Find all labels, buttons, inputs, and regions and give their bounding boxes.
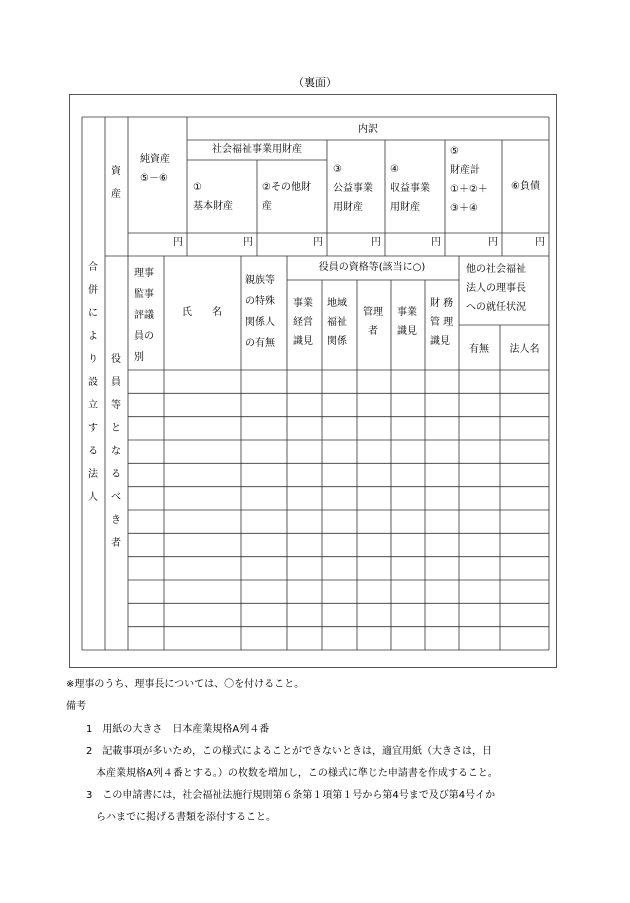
biz-mgmt-header: 事業 経営 識見 bbox=[293, 298, 313, 347]
yen-unit-other: 円 bbox=[313, 237, 323, 248]
assets-label-char: 資 bbox=[111, 166, 121, 177]
regional-welfare-header: 地域 福祉 関係 bbox=[327, 298, 347, 347]
side-label-char: に bbox=[88, 308, 98, 319]
officers-label-char: き bbox=[111, 515, 121, 526]
name-header: 氏 名 bbox=[182, 307, 222, 318]
social-welfare-property-header: 社会福祉事業用財産 bbox=[212, 144, 302, 155]
presence-header: 有無 bbox=[469, 344, 489, 355]
assets-label bbox=[108, 160, 124, 206]
corp-name-header: 法人名 bbox=[509, 344, 540, 355]
side-label-char: す bbox=[88, 423, 98, 434]
finance-header: 財 務 管 理 識見 bbox=[430, 298, 454, 347]
yen-unit-profit: 円 bbox=[431, 237, 441, 248]
yen-unit-net: 円 bbox=[173, 237, 183, 248]
relatives-header: 親族等 の特殊 関係人 の有無 bbox=[245, 275, 275, 349]
yen-unit-public: 円 bbox=[371, 237, 381, 248]
property-total-header: ⑤ 財産計 ①＋②＋ ③＋④ bbox=[450, 146, 488, 214]
officers-label-char: と bbox=[111, 423, 121, 434]
profit-business-property-header: ④ 収益事業 用財産 bbox=[390, 164, 430, 213]
yen-unit-liabilities: 円 bbox=[535, 237, 545, 248]
biz-knowledge-header: 事業 識見 bbox=[397, 307, 417, 337]
side-label-char: 併 bbox=[88, 285, 98, 296]
officers-label-char: 等 bbox=[111, 400, 121, 411]
officers-label-char: る bbox=[111, 469, 121, 480]
officers-label-char: 役 bbox=[111, 354, 121, 365]
yen-unit-total: 円 bbox=[488, 237, 498, 248]
remark-item-3-line-2: らハまでに掲げる書類を添付すること。 bbox=[96, 812, 276, 823]
officers-label-char: べ bbox=[111, 492, 121, 503]
side-label-char: 立 bbox=[88, 400, 98, 411]
side-label-char: 法 bbox=[88, 469, 98, 480]
basic-property-header: ① 基本財産 bbox=[193, 182, 233, 212]
remark-item-2-line-2: 本産業規格A列４番とする。）の枚数を増加し，この様式に準じた申請書を作成すること。 bbox=[96, 768, 498, 779]
public-benefit-property-header: ③ 公益事業 用財産 bbox=[333, 164, 373, 213]
side-label-merged-corp bbox=[85, 256, 101, 509]
remark-item-3-line-1: 3 この申請書には，社会福祉法施行規則第６条第１項第１号から第4号まで及び第4号イか bbox=[86, 790, 496, 801]
assets-label-char: 産 bbox=[111, 189, 121, 200]
side-label-char: 人 bbox=[88, 492, 98, 503]
side-label-char: 合 bbox=[88, 262, 98, 273]
side-label-char: よ bbox=[88, 331, 98, 342]
side-label-char: 設 bbox=[88, 377, 98, 388]
officers-label bbox=[108, 348, 124, 555]
yen-unit-basic: 円 bbox=[243, 237, 253, 248]
asterisk-note: ※理事のうち、理事長については、〇を付けること。 bbox=[66, 679, 305, 690]
remark-item-1: 1 用紙の大きさ 日本産業規格A列４番 bbox=[86, 724, 270, 735]
net-assets-header: 純資産 ⑤－⑥ bbox=[140, 154, 170, 184]
other-corp-header: 他の社会福祉 法人の理事長 への就任状況 bbox=[466, 264, 526, 313]
manager-header: 管理 者 bbox=[363, 307, 383, 337]
officers-label-char: 者 bbox=[111, 538, 121, 549]
side-label-char: り bbox=[88, 354, 98, 365]
side-label-char: る bbox=[88, 446, 98, 457]
remarks-title: 備考 bbox=[66, 701, 86, 712]
officers-label-char: な bbox=[111, 446, 121, 457]
liabilities-header: ⑥負債 bbox=[511, 181, 540, 192]
other-property-header: ②その他財 産 bbox=[262, 182, 311, 212]
officers-label-char: 員 bbox=[111, 377, 121, 388]
breakdown-header: 内訳 bbox=[358, 124, 378, 135]
remark-item-2-line-1: 2 記載事項が多いため，この様式によることができないときは，適宜用紙（大きさは，日 bbox=[86, 746, 492, 757]
page-title: （裏面） bbox=[293, 76, 337, 89]
qualification-header: 役員の資格等(該当に○) bbox=[318, 262, 426, 273]
officer-role-header: 理事 監事 評議 員の 別 bbox=[134, 268, 154, 363]
